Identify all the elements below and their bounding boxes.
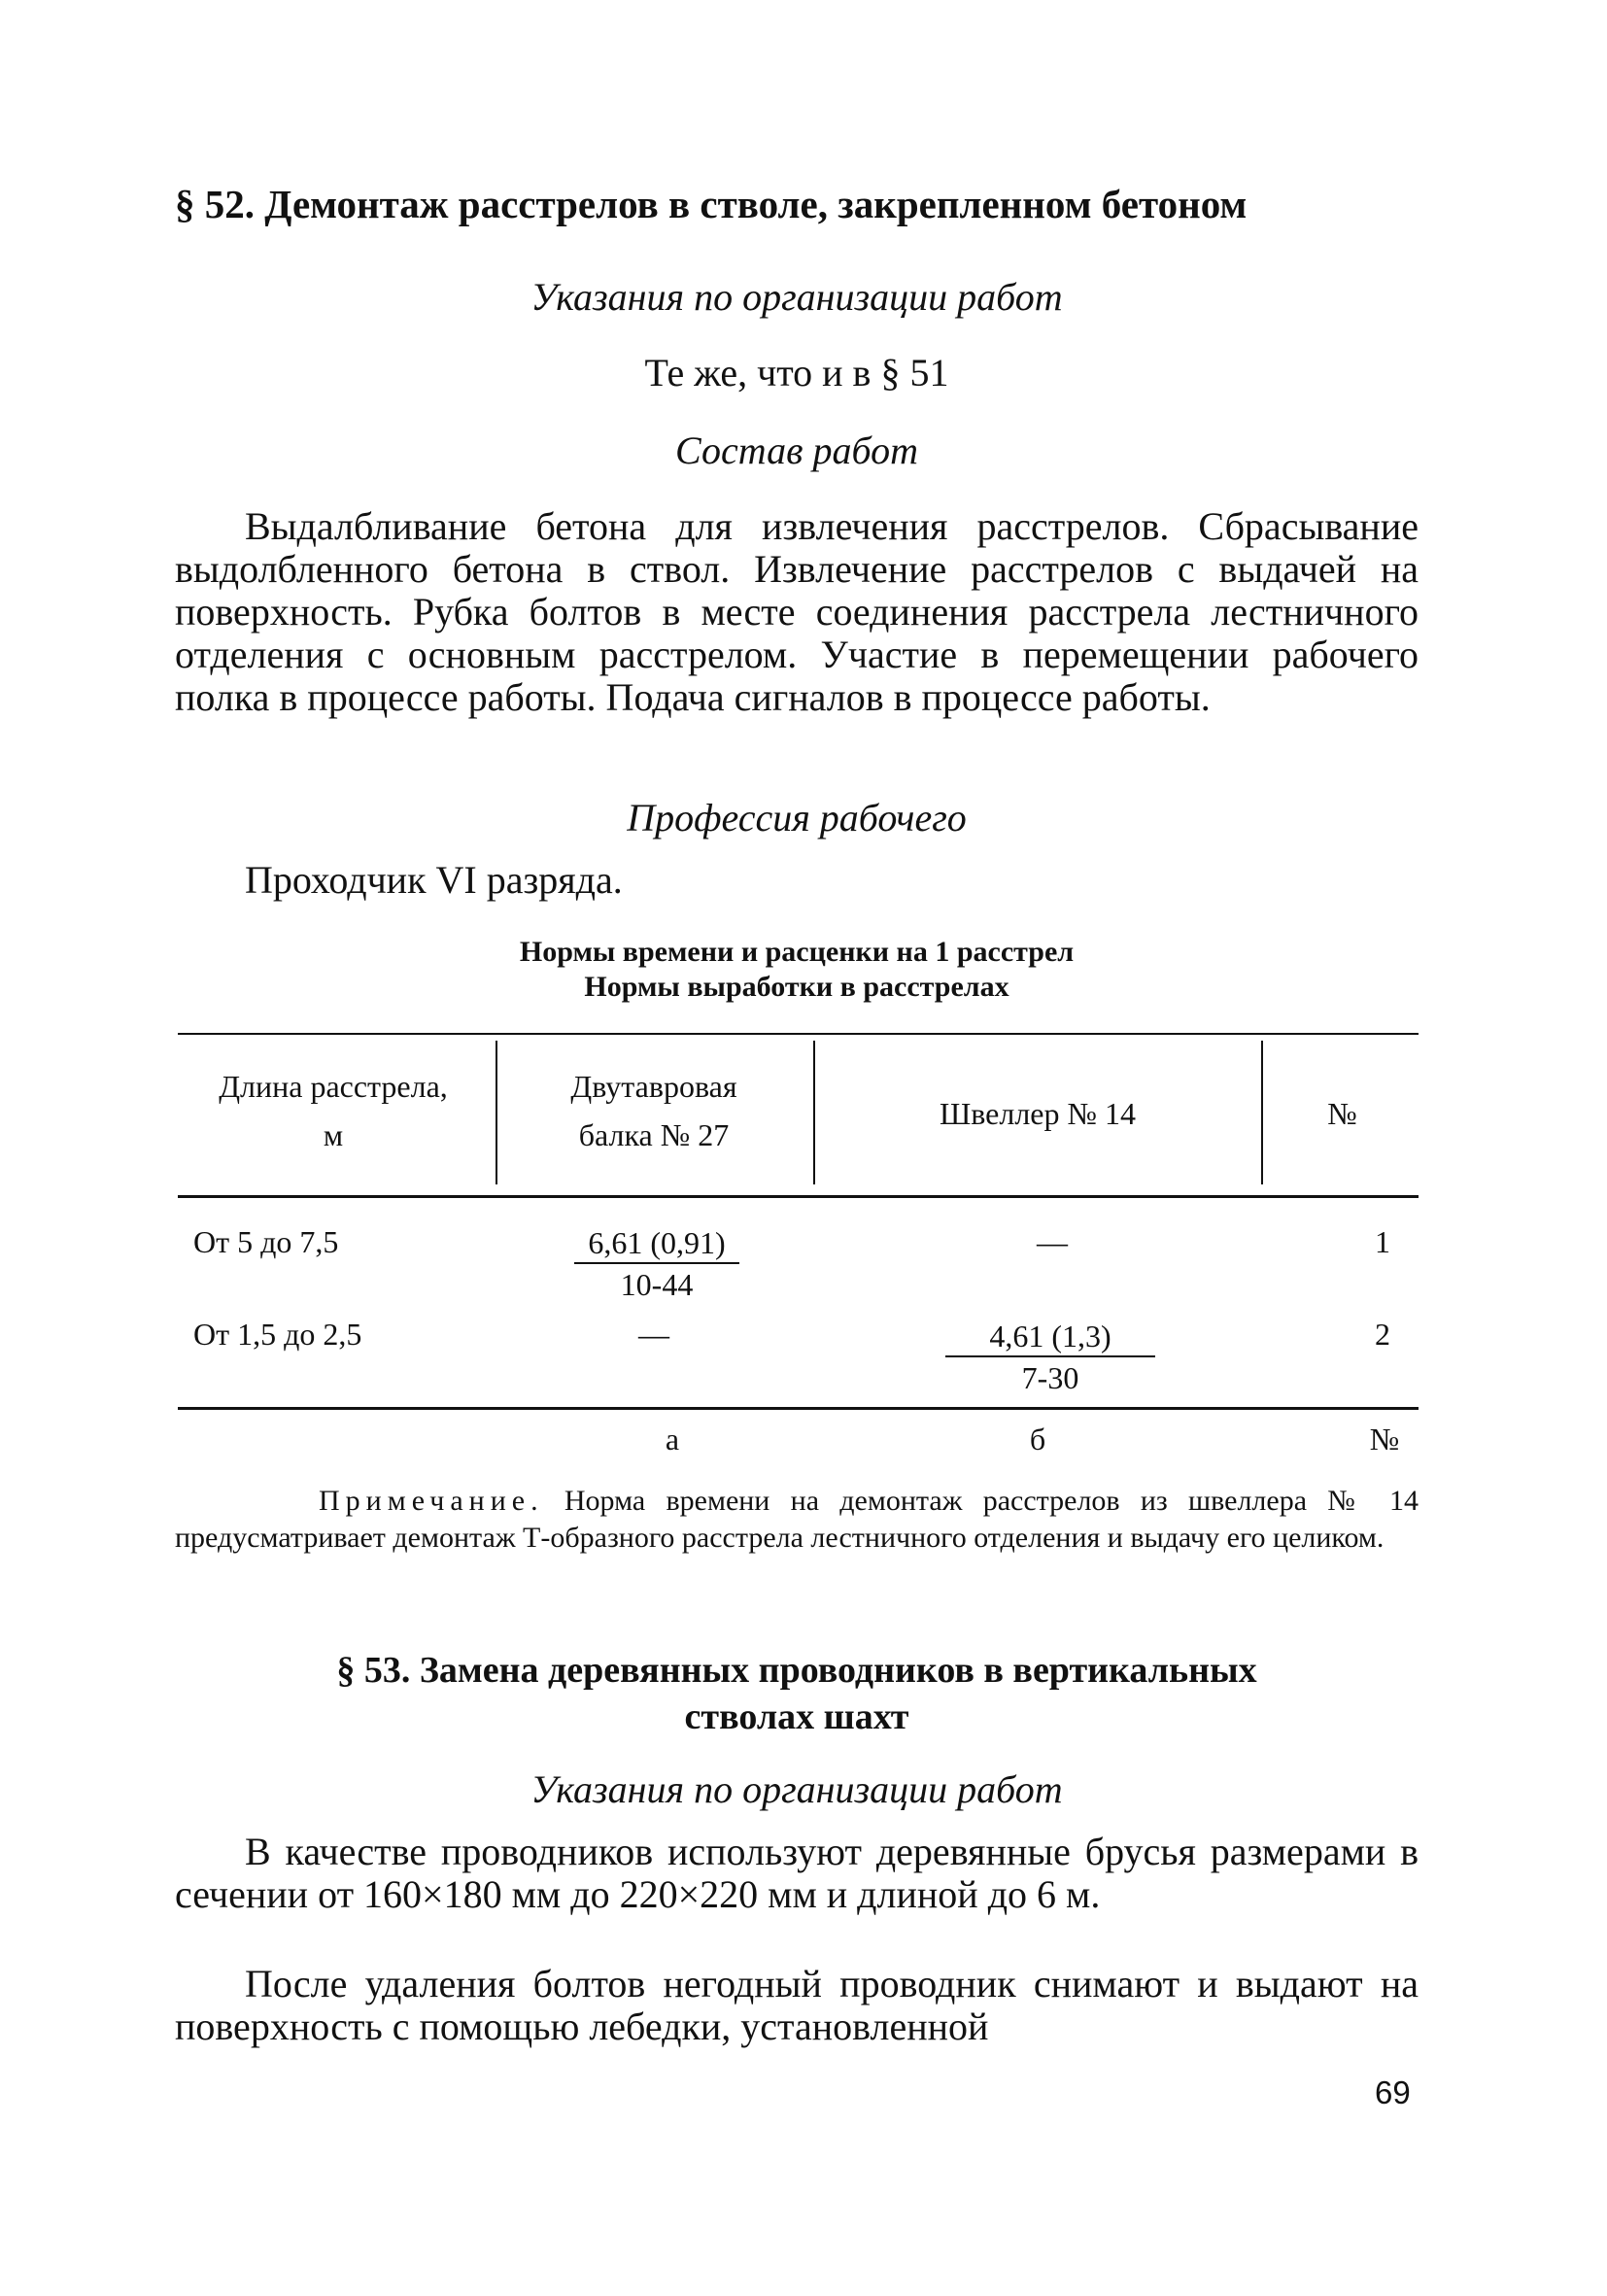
header-length	[178, 1062, 489, 1159]
table-col-divider	[1261, 1041, 1263, 1184]
section-53-title-line2: стволах шахт	[684, 1696, 909, 1737]
section-53-org-heading: Указания по организации работ	[530, 1767, 1063, 1811]
row2-channel-norm: 4,61 (1,3)	[945, 1317, 1155, 1357]
section-52-composition-text: Выдалбливание бетона для извлечения расстрелов. Сбрасывание выдолбленного бетона в ствол. Извлечение расстрелов с выдачей на поверхность. Рубка болтов в месте соединения расстрела лестничного отделения с основным расстрелом. Участие в перемещении рабочего полка в процессе работы. Подача сигналов в процессе работы.	[175, 504, 1419, 719]
row1-beam-norm: 6,61 (0,91)	[574, 1223, 739, 1264]
section-53-para2: После удаления болтов негодный проводник снимают и выдают на поверхность с помощью лебедки, установленной	[175, 1962, 1419, 2048]
footer-col-a: а	[665, 1422, 680, 1456]
section-52-title: § 52. Демонтаж расстрелов в стволе, закрепленном бетоном	[175, 182, 1248, 226]
header-number: №	[1327, 1096, 1357, 1131]
note-label: Примечание.	[319, 1485, 544, 1517]
page-number: 69	[1375, 2074, 1411, 2110]
table-note	[175, 1483, 1419, 1557]
row1-beam-value	[574, 1223, 739, 1305]
note-text: Норма времени на демонтаж расстрелов из швеллера № 14 предусматривает демонтаж Т-образного расстрела лестничного отделения и выдачу его целиком.	[175, 1485, 1419, 1554]
section-53-para1: В качестве проводников используют деревянные брусья размерами в сечении от 160×180 мм до 220×220 мм и длиной до 6 м.	[175, 1830, 1419, 1916]
section-52-org-heading: Указания по организации работ	[530, 275, 1063, 319]
table-caption-line1: Нормы времени и расценки на 1 расстрел	[519, 936, 1075, 968]
table-header-rule	[178, 1195, 1419, 1198]
footer-col-b: б	[1029, 1422, 1046, 1456]
row1-length: От 5 до 7,5	[193, 1224, 339, 1259]
row2-length: От 1,5 до 2,5	[193, 1317, 362, 1352]
row1-number: 1	[1375, 1224, 1390, 1259]
norms-table	[178, 1033, 1419, 1422]
section-52-composition-heading: Состав работ	[675, 428, 918, 472]
table-top-rule	[178, 1033, 1419, 1035]
row1-channel: —	[1037, 1224, 1068, 1259]
section-52-profession-text: Проходчик VI разряда.	[245, 858, 623, 902]
header-length-line2: м	[323, 1117, 344, 1152]
section-52-profession-heading: Профессия рабочего	[627, 796, 967, 840]
section-53-title	[175, 1647, 1419, 1740]
row1-beam-rate: 10-44	[620, 1267, 694, 1302]
row2-channel-rate: 7-30	[1021, 1360, 1079, 1395]
header-length-line1: Длина расстрела,	[219, 1069, 448, 1104]
row2-number: 2	[1375, 1317, 1390, 1352]
header-beam-line2: балка № 27	[578, 1117, 730, 1152]
row2-beam: —	[638, 1317, 669, 1352]
header-beam	[503, 1062, 804, 1159]
footer-col-number: №	[1369, 1422, 1400, 1456]
section-53-title-line1: § 53. Замена деревянных проводников в вертикальных	[336, 1650, 1257, 1691]
row2-channel-value	[945, 1317, 1155, 1398]
table-bottom-rule	[178, 1407, 1419, 1410]
header-channel: Швеллер № 14	[939, 1096, 1137, 1131]
section-52-org-text: Те же, что и в § 51	[644, 351, 949, 394]
header-beam-line1: Двутавровая	[570, 1069, 737, 1104]
table-col-divider	[496, 1041, 497, 1184]
table-caption-line2: Нормы выработки в расстрелах	[584, 971, 1009, 1003]
table-col-divider	[813, 1041, 815, 1184]
